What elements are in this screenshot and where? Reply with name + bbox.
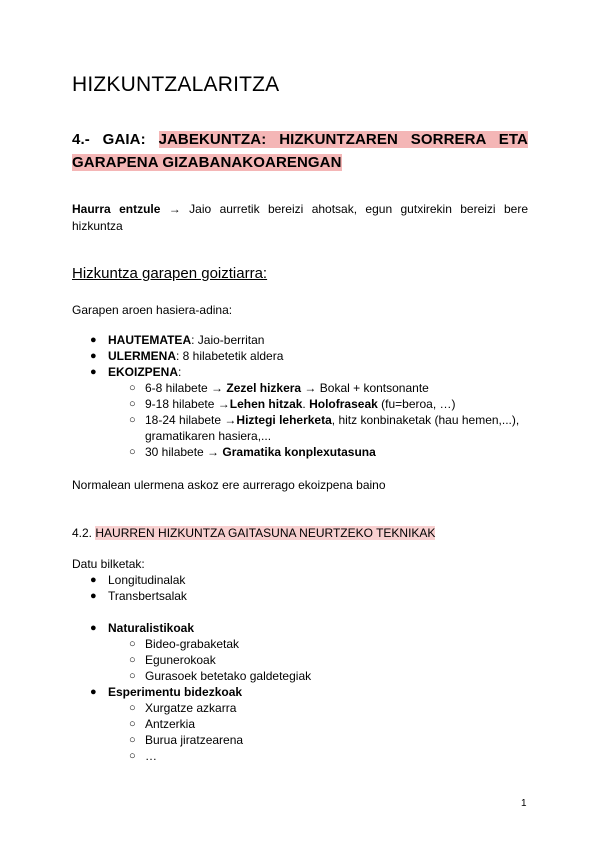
subtitle: Hizkuntza garapen goiztiarra: xyxy=(72,265,268,282)
section-highlight-2: GARAPENA GIZABANAKOARENGAN xyxy=(72,154,342,171)
document-title: HIZKUNTZALARITZA xyxy=(72,73,280,96)
sub-list-item: ○ 30 hilabete → Gramatika konplexutasuna xyxy=(129,445,376,459)
list-item: ● EKOIZPENA: xyxy=(90,365,182,379)
section-prefix: 4.- GAIA: xyxy=(72,131,159,148)
hollow-bullet-icon: ○ xyxy=(129,382,136,394)
list-item: ● Transbertsalak xyxy=(90,589,187,603)
intro-text: → Jaio aurretik bereizi ahotsak, egun gutxirekin bereizi bere hizkuntza xyxy=(72,202,528,233)
hollow-bullet-icon: ○ xyxy=(129,702,136,714)
bullet-icon: ● xyxy=(90,334,97,346)
list-item: ● Naturalistikoak xyxy=(90,621,195,635)
sub-list-item: ○ … xyxy=(129,749,157,763)
hollow-bullet-icon: ○ xyxy=(129,654,136,666)
sub-list-item: ○ Gurasoek betetako galdetegiak xyxy=(129,669,312,683)
datu-label: Datu bilketak: xyxy=(72,557,145,571)
bullet-icon: ● xyxy=(90,574,97,586)
sub-list-item: ○ Antzerkia xyxy=(129,717,196,731)
hollow-bullet-icon: ○ xyxy=(129,718,136,730)
hollow-bullet-icon: ○ xyxy=(129,734,136,746)
section-42-heading: 4.2. HAURREN HIZKUNTZA GAITASUNA NEURTZEKO TEKNIKAK xyxy=(72,526,436,540)
list-item: ● ULERMENA: 8 hilabetetik aldera xyxy=(90,349,284,363)
list-item: ● Esperimentu bidezkoak xyxy=(90,685,243,699)
sub-list-item: ○ 18-24 hilabete →Hiztegi leherketa, hitz konbinaketak (hau hemen,...), gramatikaren hasiera,... xyxy=(129,413,520,443)
sub-list-item: ○ 9-18 hilabete →Lehen hitzak. Holofraseak (fu=beroa, …) xyxy=(129,397,456,411)
normalean-text: Normalean ulermena askoz ere aurrerago ekoizpena baino xyxy=(72,478,386,492)
hollow-bullet-icon: ○ xyxy=(129,414,136,426)
hollow-bullet-icon: ○ xyxy=(129,398,136,410)
page-number: 1 xyxy=(521,798,527,809)
section-heading xyxy=(72,128,528,174)
intro-paragraph xyxy=(72,201,528,235)
bullet-icon: ● xyxy=(90,622,97,634)
bullet-icon: ● xyxy=(90,590,97,602)
garapen-label: Garapen aroen hasiera-adina: xyxy=(72,303,233,317)
sub-list-item: ○ Burua jiratzearena xyxy=(129,733,244,747)
list-item: ● Longitudinalak xyxy=(90,573,186,587)
hollow-bullet-icon: ○ xyxy=(129,638,136,650)
sub-list-item: ○ Egunerokoak xyxy=(129,653,216,667)
bullet-icon: ● xyxy=(90,366,97,378)
hollow-bullet-icon: ○ xyxy=(129,446,136,458)
bullet-icon: ● xyxy=(90,350,97,362)
hollow-bullet-icon: ○ xyxy=(129,670,136,682)
intro-bold: Haurra entzule xyxy=(72,202,161,216)
sub-list-item: ○ 6-8 hilabete → Zezel hizkera → Bokal + kontsonante xyxy=(129,381,429,395)
section-highlight-1: JABEKUNTZA: HIZKUNTZAREN SORRERA ETA xyxy=(158,131,528,148)
sub-list-item: ○ Bideo-grabaketak xyxy=(129,637,240,651)
bullet-icon: ● xyxy=(90,686,97,698)
list-item: ● HAUTEMATEA: Jaio-berritan xyxy=(90,333,265,347)
sub-list-item: ○ Xurgatze azkarra xyxy=(129,701,237,715)
hollow-bullet-icon: ○ xyxy=(129,750,136,762)
